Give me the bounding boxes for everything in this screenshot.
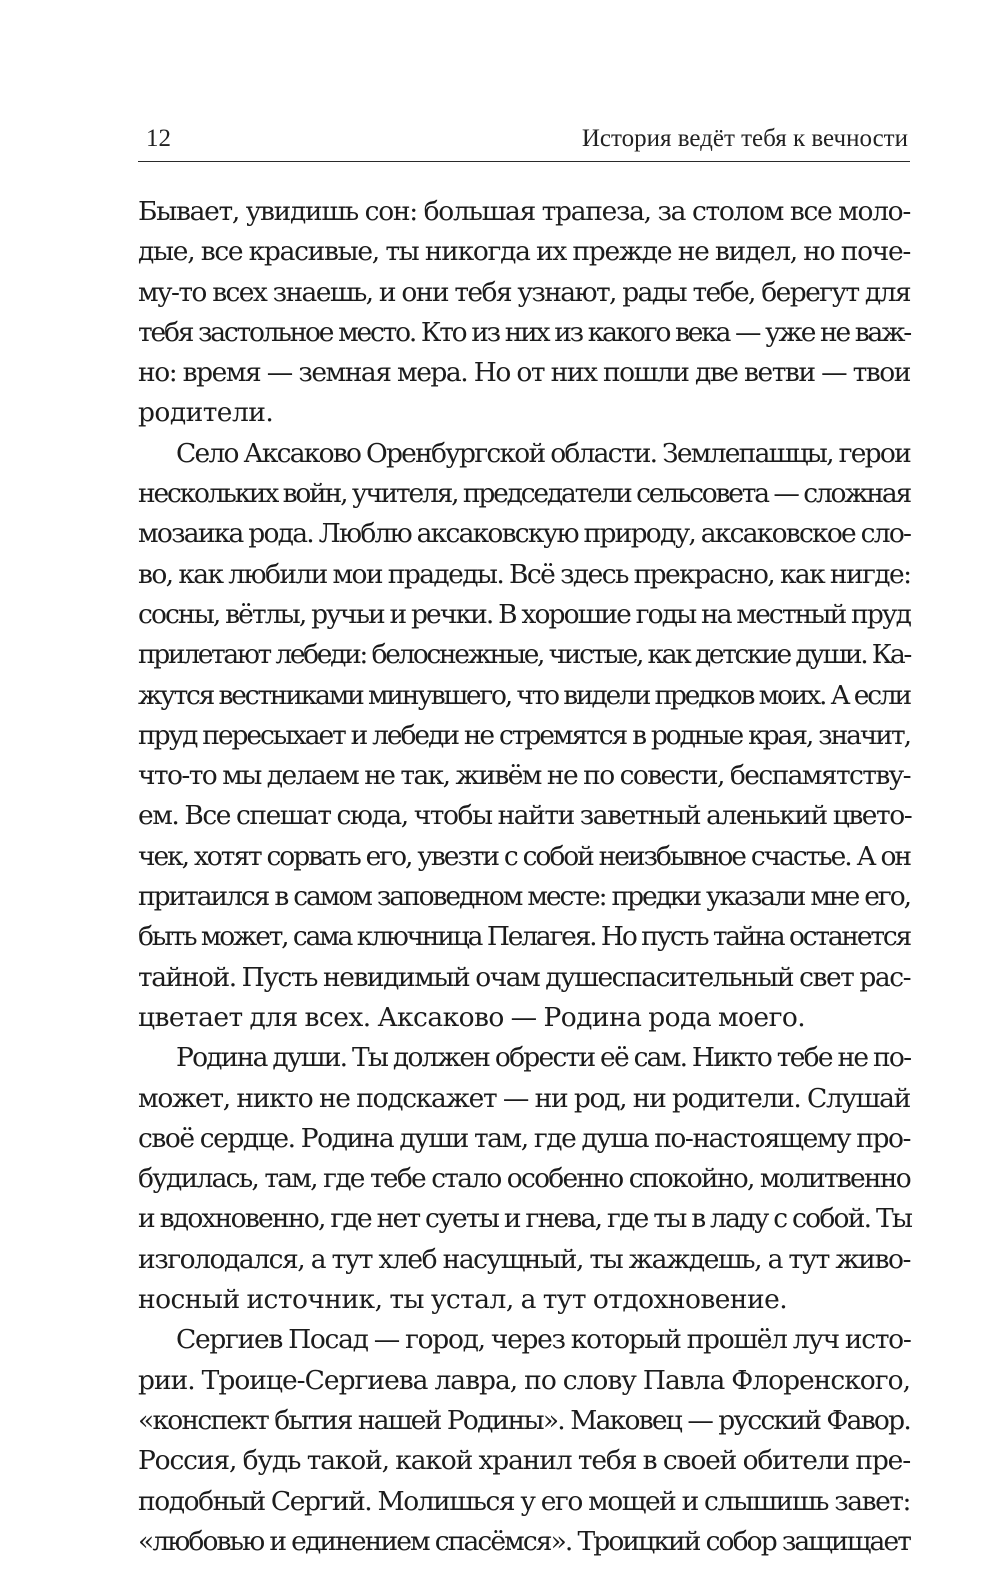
text-line: дые, все красивые, ты никогда их прежде не видел, но поче- [138, 236, 910, 268]
text-line: своё сердце. Родина души там, где душа по-настоящему про- [138, 1122, 910, 1154]
text-line: Россия, будь такой, какой хранил тебя в своей обители пре- [138, 1445, 910, 1477]
text-line: Бывает, увидишь сон: большая трапеза, за столом все моло- [138, 196, 910, 227]
text-line: может, никто не подскажет — ни род, ни родители. Слушай [138, 1082, 910, 1114]
text-line: «конспект бытия нашей Родины». Маковец — русский Фавор. [138, 1404, 910, 1436]
text-line: подобный Сергий. Молишься у его мощей и слышишь завет: [138, 1485, 910, 1517]
text-line: притаился в самом заповедном месте: предки указали мне его, [138, 881, 910, 913]
text-line: носный источник, ты устал, а тут отдохновение. [138, 1284, 788, 1316]
text-line: му-то всех знаешь, и они тебя узнают, рады тебе, берегут для [138, 276, 910, 308]
text-line: пруд пересыхает и лебеди не стремятся в родные края, значит, [138, 719, 910, 751]
text-line: и вдохновенно, где нет суеты и гнева, где ты в ладу с собой. Ты [138, 1203, 912, 1235]
text-line: быть может, сама ключница Пелагея. Но пусть тайна останется [138, 921, 910, 953]
text-line: родители. [138, 397, 274, 429]
book-title: История ведёт тебя к вечности [581, 125, 908, 152]
text-line: тайной. Пусть невидимый очам душеспасительный свет рас- [138, 961, 911, 993]
text-line: нескольких войн, учителя, председатели сельсовета — сложная [138, 478, 910, 510]
text-line: что-то мы делаем не так, живём не по совести, беспамятству- [138, 760, 910, 792]
text-line: изголодался, а тут хлеб насущный, ты жаждешь, а тут живо- [138, 1243, 910, 1275]
text-line: Сергиев Посад — город, через который прошёл луч исто- [176, 1324, 911, 1356]
text-line: мозаика рода. Люблю аксаковскую природу, аксаковское сло- [138, 518, 911, 550]
text-line: цветает для всех. Аксаково — Родина рода моего. [138, 1001, 806, 1033]
text-line: будилась, там, где тебе стало особенно спокойно, молитвенно [138, 1163, 910, 1195]
text-line: прилетают лебеди: белоснежные, чистые, как детские души. Ка- [138, 639, 910, 671]
page-number: 12 [146, 125, 171, 152]
text-line: ем. Все спешат сюда, чтобы найти заветный аленький цвето- [138, 800, 912, 832]
text-line: Родина души. Ты должен обрести её сам. Никто тебе не по- [176, 1042, 911, 1074]
text-line: Село Аксаково Оренбургской области. Землепашцы, герои [176, 437, 910, 469]
text-line: рии. Троице-Сергиева лавра, по слову Павла Флоренского, [138, 1364, 910, 1396]
text-line: жутся вестниками минувшего, что видели предков моих. А если [138, 679, 910, 711]
body-text [138, 192, 910, 1562]
text-line: сосны, вётлы, ручьи и речки. В хорошие годы на местный пруд [138, 598, 910, 630]
text-line: чек, хотят сорвать его, увезти с собой неизбывное счастье. А он [138, 840, 910, 872]
text-line: «любовью и единением спасёмся». Троицкий собор защищает [138, 1525, 910, 1557]
text-line: тебя застольное место. Кто из них из какого века — уже не важ- [138, 316, 910, 348]
text-line: но: время — земная мера. Но от них пошли две ветви — твои [138, 357, 910, 389]
text-line: во, как любили мои прадеды. Всё здесь прекрасно, как нигде: [138, 558, 911, 590]
running-head [138, 116, 910, 162]
